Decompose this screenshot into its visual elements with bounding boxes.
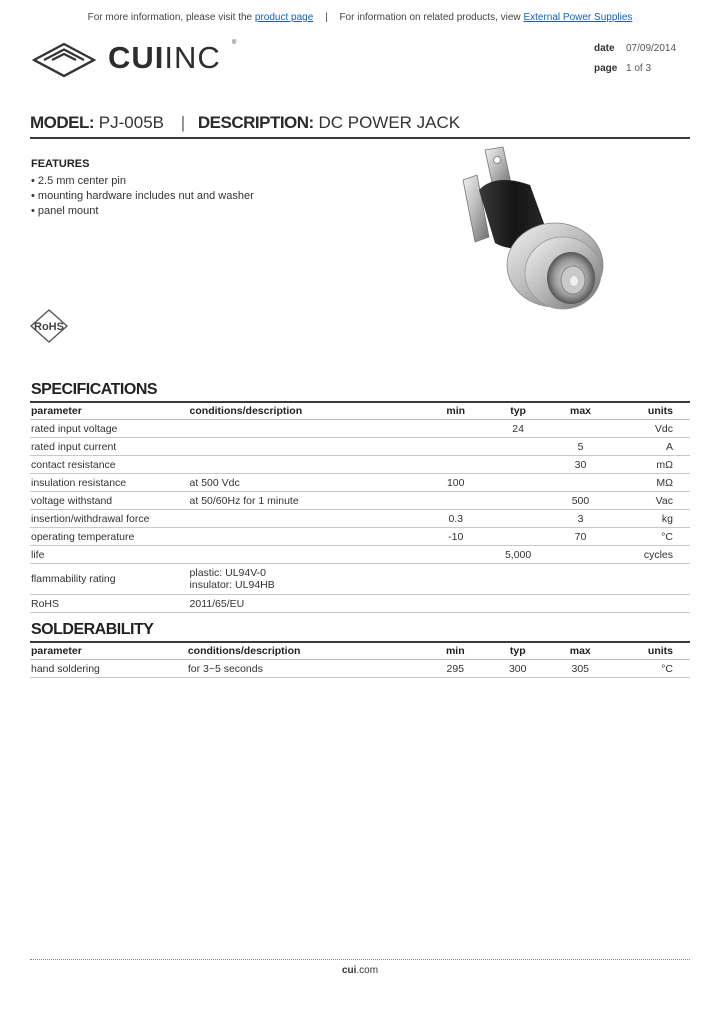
- date-label: date: [594, 43, 615, 54]
- col-typ: typ: [480, 402, 556, 420]
- cell: 70: [555, 528, 604, 546]
- cell: Vdc: [605, 420, 690, 438]
- svg-text:®: ®: [232, 40, 237, 46]
- footer-domain: .com: [356, 965, 379, 976]
- cell: [189, 564, 431, 595]
- cell: -10: [431, 528, 480, 546]
- rohs-badge-icon: [29, 309, 69, 343]
- flammability-line-1: plastic: UL94V-0: [189, 567, 266, 579]
- cell: MΩ: [605, 474, 690, 492]
- cell: [431, 492, 480, 510]
- cell: 3: [555, 510, 604, 528]
- cell: [555, 546, 604, 564]
- col-typ: typ: [479, 642, 555, 660]
- cell: at 50/60Hz for 1 minute: [189, 492, 431, 510]
- solderability-table: [30, 641, 690, 678]
- cell: at 500 Vdc: [189, 474, 431, 492]
- col-parameter: parameter: [30, 642, 187, 660]
- col-parameter: parameter: [30, 402, 189, 420]
- solderability-title: SOLDERABILITY: [31, 621, 154, 638]
- product-page-link[interactable]: product page: [254, 12, 314, 23]
- table-row: [30, 528, 690, 546]
- col-min: min: [430, 642, 479, 660]
- cell: [189, 438, 431, 456]
- description-value: DC POWER JACK: [318, 113, 461, 132]
- cell: [480, 438, 556, 456]
- table-header-row: [30, 642, 690, 660]
- cell: 500: [555, 492, 604, 510]
- footer-divider: [30, 959, 690, 960]
- page-label: page: [594, 63, 618, 74]
- cell: 100: [431, 474, 480, 492]
- cell: rated input voltage: [30, 420, 189, 438]
- table-row: [30, 660, 690, 678]
- external-power-supplies-link[interactable]: External Power Supplies: [523, 12, 633, 23]
- cell: hand soldering: [30, 660, 187, 678]
- cell: [431, 420, 480, 438]
- table-row: [30, 510, 690, 528]
- col-max: max: [555, 642, 604, 660]
- logo-cui: CUI: [108, 40, 165, 75]
- col-max: max: [555, 402, 604, 420]
- cell: [431, 546, 480, 564]
- footer-cui: cui: [341, 965, 357, 976]
- cell: insertion/withdrawal force: [30, 510, 189, 528]
- cell: [480, 510, 556, 528]
- features-list: [31, 175, 254, 220]
- cell: [431, 438, 480, 456]
- cell: A: [605, 438, 690, 456]
- cell: for 3~5 seconds: [187, 660, 430, 678]
- info-text-2: For information on related products, view: [339, 12, 521, 23]
- cell: 305: [555, 660, 604, 678]
- model-label: MODEL:: [30, 113, 95, 132]
- cell: [555, 474, 604, 492]
- cell: 30: [555, 456, 604, 474]
- model-header: [30, 113, 690, 139]
- table-row: [30, 474, 690, 492]
- flammability-line-2: insulator: UL94HB: [189, 579, 275, 591]
- col-units: units: [604, 642, 690, 660]
- cell: [555, 420, 604, 438]
- col-conditions: conditions/description: [187, 642, 430, 660]
- cell: 295: [430, 660, 479, 678]
- cell: 5: [555, 438, 604, 456]
- cell: 0.3: [431, 510, 480, 528]
- cell: [480, 492, 556, 510]
- cell: 300: [479, 660, 555, 678]
- feature-item: • panel mount: [31, 205, 99, 217]
- cell: °C: [605, 528, 690, 546]
- cell: mΩ: [605, 456, 690, 474]
- cell: [189, 528, 431, 546]
- description-label: DESCRIPTION:: [197, 113, 314, 132]
- cell: kg: [605, 510, 690, 528]
- cell: contact resistance: [30, 456, 189, 474]
- document-meta: [594, 43, 676, 83]
- table-row: [30, 564, 690, 595]
- table-row: [30, 420, 690, 438]
- cell: voltage withstand: [30, 492, 189, 510]
- table-row: [30, 546, 690, 564]
- cell: 24: [480, 420, 556, 438]
- cell: [431, 456, 480, 474]
- top-info-bar: [0, 12, 720, 23]
- logo-inc: INC: [164, 40, 221, 75]
- col-conditions: conditions/description: [189, 402, 431, 420]
- cell: °C: [604, 660, 690, 678]
- features-title: FEATURES: [31, 158, 90, 170]
- cell: flammability rating: [30, 564, 189, 595]
- page-value: 1 of 3: [626, 63, 652, 74]
- table-row: [30, 456, 690, 474]
- specifications-title: SPECIFICATIONS: [31, 381, 158, 398]
- date-value: 07/09/2014: [626, 43, 677, 54]
- table-header-row: [30, 402, 690, 420]
- rohs-badge-text: RoHS: [34, 321, 64, 333]
- col-units: units: [605, 402, 690, 420]
- col-min: min: [431, 402, 480, 420]
- top-separator: |: [325, 12, 328, 23]
- specifications-table: [30, 401, 690, 613]
- cell: [189, 420, 431, 438]
- cell: [480, 474, 556, 492]
- dc-power-jack-image: [455, 145, 615, 320]
- cell: insulation resistance: [30, 474, 189, 492]
- table-row: [30, 595, 690, 613]
- header-divider: |: [180, 113, 186, 132]
- table-row: [30, 438, 690, 456]
- cell: cycles: [605, 546, 690, 564]
- feature-item: • mounting hardware includes nut and washer: [31, 190, 254, 202]
- logo-wordmark: [108, 40, 221, 76]
- model-value: PJ-005B: [98, 113, 164, 132]
- cell: rated input current: [30, 438, 189, 456]
- cell: [189, 510, 431, 528]
- cell: operating temperature: [30, 528, 189, 546]
- cell: [189, 456, 431, 474]
- cell: [480, 456, 556, 474]
- cell: life: [30, 546, 189, 564]
- table-row: [30, 492, 690, 510]
- cell: 5,000: [480, 546, 556, 564]
- footer: [0, 965, 720, 976]
- cell: 2011/65/EU: [189, 595, 431, 613]
- cell: [480, 528, 556, 546]
- cell: Vac: [605, 492, 690, 510]
- feature-item: • 2.5 mm center pin: [31, 175, 126, 187]
- info-text-1: For more information, please visit the: [87, 12, 253, 23]
- cell: RoHS: [30, 595, 189, 613]
- cell: [189, 546, 431, 564]
